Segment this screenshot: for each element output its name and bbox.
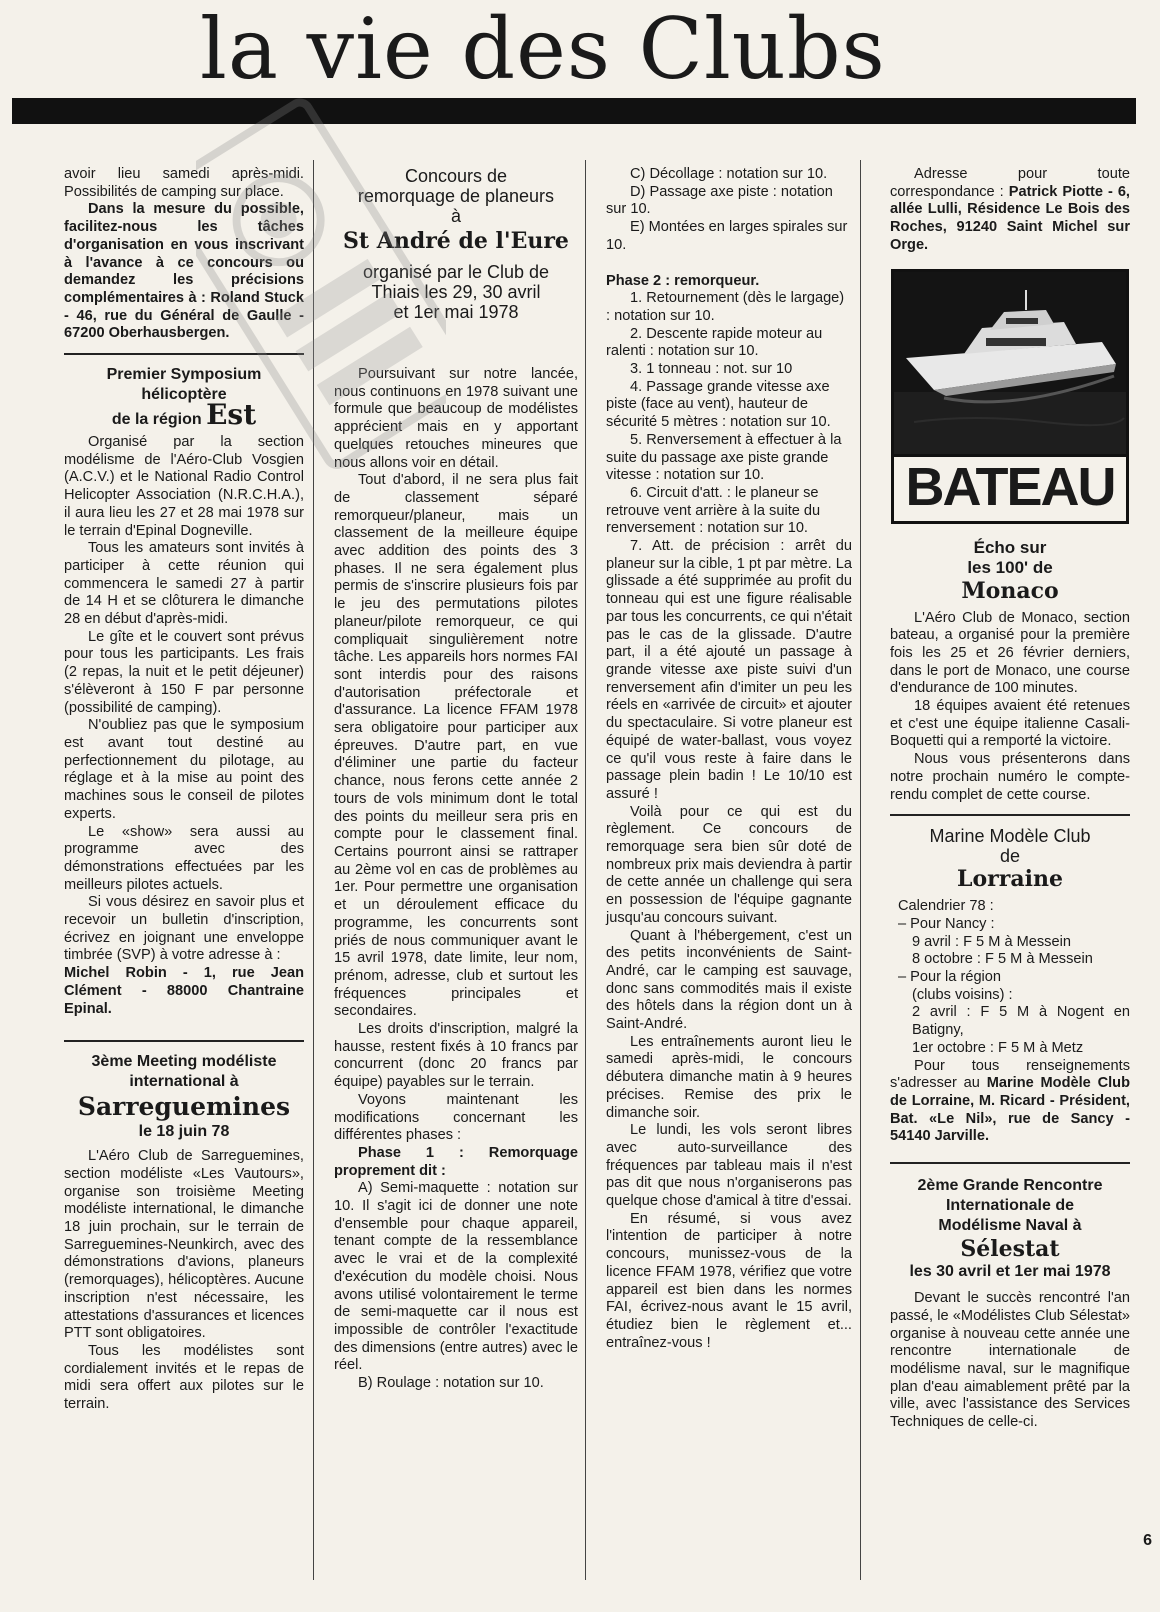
list-item: D) Passage axe piste : notation sur 10. <box>606 183 833 218</box>
symposium-heading: Premier Symposium hélicoptère de la région Est <box>106 366 262 432</box>
column-divider <box>585 160 586 1580</box>
concours-organizer: organisé par le Club de Thiais les 29, 30 avril et 1er mai 1978 <box>362 262 550 322</box>
section-rule <box>64 353 304 355</box>
sarreguemines-date: le 18 juin 78 <box>138 1123 230 1141</box>
column-2 <box>334 166 578 1393</box>
article-paragraph: Le gîte et le couvert sont prévus pour tous les participants. Les frais (2 repas, la nuit et le petit déjeuner) s'élèveront à 150 F par personne (possibilité de camping). <box>64 628 304 716</box>
address-label: Adresse pour toute correspondance : Patrick Piotte - 6, allée Lulli, Résidence Le Bois des Roches, 91240 Saint Michel sur Orge. <box>890 166 1130 253</box>
article-paragraph: Poursuivant sur notre lancée, nous continuons en 1978 suivant une formule que beaucoup de modélistes apprécient mais en y apportant quelques retouches mineures que nous allons voir en détail. <box>334 366 578 471</box>
article-paragraph: Voyons maintenant les modifications concernant les différentes phases : <box>334 1091 578 1144</box>
motor-yacht-image <box>894 272 1126 454</box>
article-paragraph: Le lundi, les vols seront libres avec auto-surveillance des fréquences par tableau mais il n'est pas dit que nous n'organiserons pas quelque chose d'amical à titre d'essai. <box>606 1122 852 1210</box>
lorraine-heading: Marine Modèle Club de <box>929 826 1091 867</box>
list-item: 4. Passage grande vitesse axe piste (face au vent), hauteur de sécurité 5 mètres : notation sur 10. <box>606 378 831 431</box>
article-paragraph: L'Aéro Club de Sarreguemines, section modéliste «Les Vautours», organise son troisième Meeting modéliste international, le dimanche 18 juin prochain, sur le terrain de Sarreguemines-Neunkirch, avec des démonstrations d'avions, planeurs (remorquages), hélicoptères. Aucune inscription n'est nécessaire, les attestations d'assurances et licences PTT sont obligatoires. <box>64 1148 304 1342</box>
list-item: 1. Retournement (dès le largage) : notation sur 10. <box>606 290 845 324</box>
page-number: 6 <box>1143 1532 1152 1549</box>
list-item: E) Montées en larges spirales sur 10. <box>606 219 848 253</box>
calendar-list: Calendrier 78 : – Pour Nancy : 9 avril : F 5 M à Messein 8 octobre : F 5 M à Messein – Pour la région (clubs voisins) : 2 avril : F 5 M à Nogent en Batigny, 1er octobre : F 5 M à Metz <box>898 898 1130 1056</box>
monaco-heading: Écho sur les 100' de <box>967 537 1053 577</box>
article-paragraph: Voilà pour ce qui est du règlement. Ce concours de remorquage sera bien sûr doté de nombreux prix mais deviendra à partir de cette année un challenge qui sera en possession de l'équipe gagnante jusqu'au concours suivant. <box>606 803 852 926</box>
article-paragraph: L'Aéro Club de Monaco, section bateau, a organisé pour la première fois les 25 et 26 février derniers, dans le port de Monaco, une course d'endurance de 100 minutes. <box>890 609 1130 697</box>
lorraine-title: Lorraine <box>957 866 1063 893</box>
sarreguemines-heading: 3ème Meeting modéliste international à <box>91 1053 277 1091</box>
article-paragraph: Devant le succès rencontré l'an passé, le «Modélistes Club Sélestat» organise à nouveau cette année une rencontre internationale de modélisme naval, sur le magnifique plan d'eau aimablement prêté par la ville, avec l'assistance des Services Techniques de celle-ci. <box>890 1290 1130 1431</box>
column-1 <box>64 166 304 1414</box>
article-paragraph: A) Semi-maquette : notation sur 10. Il s'agit ici de donner une note d'ensemble pour chaque appareil, tenant compte de la ressemblance avec le vrai et de la complexité d'exécution du modèle choisi. Nous avons utilisé volontairement le terme de semi-maquette car il nous est impossible de contrôler l'exactitude des dimensions (entre autres) avec le réel. <box>334 1180 578 1374</box>
section-title-bateau: BATEAU <box>891 457 1129 524</box>
list-item: C) Décollage : notation sur 10. <box>630 166 828 182</box>
article-paragraph: B) Roulage : notation sur 10. <box>358 1375 544 1392</box>
column-4 <box>890 166 1130 1432</box>
column-divider <box>313 160 314 1580</box>
concours-heading: Concours de remorquage de planeurs à <box>357 166 555 226</box>
selestat-title: Sélestat <box>960 1236 1060 1263</box>
concours-location: St André de l'Eure <box>343 228 569 254</box>
article-paragraph: Les entraînements auront lieu le samedi après-midi, le concours débutera dimanche matin à 9 heures précises. Remise des prix le dimanche soir. <box>606 1033 852 1121</box>
column-3 <box>606 166 852 1352</box>
list-item: 6. Circuit d'att. : le planeur se retrouve vent arrière à la suite du renversement : notation sur 10. <box>606 484 821 537</box>
article-paragraph: Nous vous présenterons dans notre prochain numéro le compte-rendu complet de cette course. <box>890 751 1130 803</box>
article-paragraph: Quant à l'hébergement, c'est un des petits inconvénients de Saint-André, car le camping est sauvage, donc sans commodités mais il existe des hôtels dans la région dont un à Saint-André. <box>606 927 852 1033</box>
article-paragraph: Tous les amateurs sont invités à participer à cette réunion qui commencera le samedi 27 à partir de 14 H et se clôturera le dimanche 28 en début d'après-midi. <box>64 540 304 628</box>
list-item: 5. Renversement à effectuer à la suite du passage axe piste grande vitesse : notation sur 10. <box>606 431 842 484</box>
list-item: 3. 1 tonneau : not. sur 10 <box>630 361 793 378</box>
sarreguemines-title: Sarreguemines <box>77 1092 291 1122</box>
contact-address: Michel Robin - 1, rue Jean Clément - 88000 Chantraine Epinal. <box>64 965 304 1017</box>
section-rule <box>890 814 1130 816</box>
phase-2-heading: Phase 2 : remorqueur. <box>606 272 760 289</box>
article-paragraph: Pour tous renseignements s'adresser au Marine Modèle Club de Lorraine, M. Ricard - Président, Bat. «Le Nil», rue de Sancy - 54140 Jarville. <box>890 1057 1130 1145</box>
article-paragraph: En résumé, si vous avez l'intention de participer à notre concours, munissez-vous de la licence FFAM 1978, vérifiez que votre appareil est bien dans les normes FAI, écrivez-nous avant le 15 avril, étudiez bien le règlement et... entraînez-vous ! <box>606 1210 852 1351</box>
selestat-heading: 2ème Grande Rencontre Internationale de Modélisme Naval à <box>917 1177 1103 1235</box>
intro-bold-text: Dans la mesure du possible, facilitez-nous les tâches d'organisation en vous inscrivant à l'avance à ce concours ou demandez les précisions complémentaires à : Roland Stuck - 46, rue du Général de Gaulle - 67200 Oberhausbergen. <box>64 201 304 342</box>
article-paragraph: Organisé par la section modélisme de l'Aéro-Club Vosgien (A.C.V.) et le National Radio Control Helicopter Association (N.R.C.H.A.), il aura lieu les 27 et 28 mai 1978 sur le terrain d'Epinal Dogneville. <box>64 434 304 539</box>
article-paragraph: Si vous désirez en savoir plus et recevoir un bulletin d'inscription, écrivez en joignant une enveloppe timbrée (SVP) à votre adresse à : <box>64 894 304 964</box>
article-paragraph: Le «show» sera aussi au programme avec des démonstrations effectuées par les meilleurs pilotes actuels. <box>64 823 304 893</box>
column-divider <box>860 160 861 1580</box>
selestat-date: les 30 avril et 1er mai 1978 <box>909 1263 1111 1281</box>
section-rule <box>64 1040 304 1042</box>
monaco-title: Monaco <box>961 577 1059 604</box>
section-rule <box>890 1162 1130 1164</box>
article-paragraph: Les droits d'inscription, malgré la hausse, restent fixés à 10 francs par concurrent (donc 20 francs par équipe) payables sur le terrain. <box>334 1021 578 1091</box>
article-paragraph: Tout d'abord, il ne sera plus fait de classement séparé remorqueur/planeur, mais un classement de la meilleure équipe avec addition des points des 3 phases. Il ne sera également plus permis de s'inscrire plusieurs fois par le jeu des permutations pilotes planeur/pilote remorqueur, ce qui compliquait singulièrement notre tâche. Les appareils hors normes FAI sont interdis pour des raisons d'autorisation préfectorale et d'assurance. La licence FFAM 1978 sera obligatoire pour participer aux épreuves. D'autre part, en vue d'éliminer une partie du facteur chance, nous ferons cette année 2 tours de vols minimum dont le total des points du meilleur sera pris en compte pour le classement final. Certains pourront ainsi se rattraper au 2ème vol en cas de problèmes au 1er. Pour permettre une organisation et un déroulement efficace du programme, les concurrents sont priés de nous communiquer avant le 15 avril 1978, date limite, leur nom, prénom, adresse, club et surtout les fréquences principales et secondaires. <box>334 472 578 1020</box>
boat-photo <box>891 269 1129 457</box>
masthead-banner <box>12 98 1136 124</box>
article-paragraph: Tous les modélistes sont cordialement invités et le repas de midi sera offert aux pilotes sur le terrain. <box>64 1342 304 1413</box>
article-paragraph: 18 équipes avaient été retenues et c'est une équipe italienne Casali-Boquetti qui a remporté la victoire. <box>890 698 1130 750</box>
phase-1-heading: Phase 1 : Remorquage proprement dit : <box>334 1144 578 1179</box>
list-item: 2. Descente rapide moteur au ralenti : notation sur 10. <box>606 325 823 360</box>
masthead-title: la vie des Clubs <box>200 0 886 98</box>
list-item: 7. Att. de précision : arrêt du planeur sur la cible, 1 pt par mètre. La glissade a été supprimée au profit du tonneau qui est une figure réalisable par tous les concurrents, ce qui n'était pas le cas de la glissade. D'autre part, il a été ajouté un passage à grande vitesse axe piste suivi d'un renversement afin d'imiter un peu les réels en «arrivée de circuit» et ajouter du spectaculaire. Si votre planeur est équipé de water-ballast, vous voyez ce qu'il vous reste à faire dans le passage plein badin ! Le 10/10 est assuré ! <box>606 538 852 802</box>
intro-text: avoir lieu samedi après-midi. Possibilités de camping sur place. <box>64 166 304 200</box>
article-paragraph: N'oubliez pas que le symposium est avant tout destiné au perfectionnement du pilotage, au réglage et à la mise au point des machines sous le conseil de pilotes experts. <box>64 717 304 822</box>
